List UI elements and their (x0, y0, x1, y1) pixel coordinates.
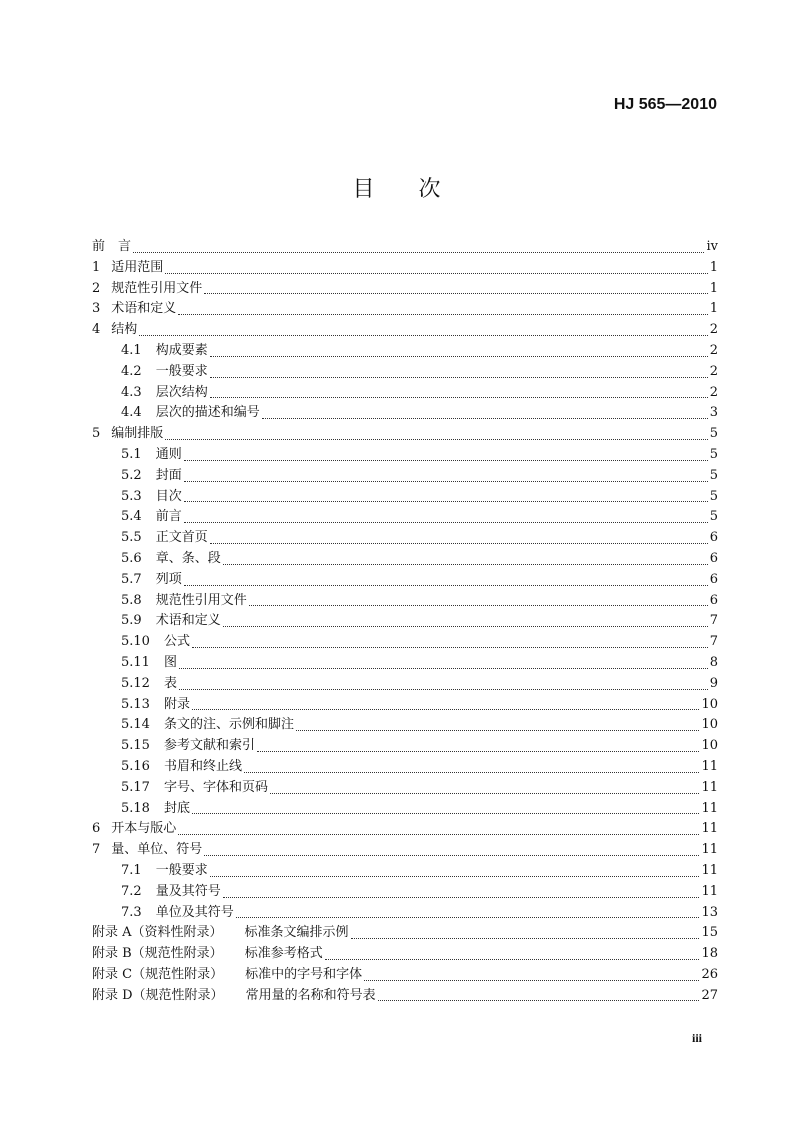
toc-entry-title: 标准中的字号和字体 (245, 966, 363, 982)
page-number: iii (691, 1031, 702, 1045)
dot-leader (178, 313, 707, 315)
dot-leader (139, 334, 707, 336)
toc-entry[interactable] (92, 424, 718, 445)
toc-entry-number: 1 (92, 259, 101, 275)
toc-entry-number: 5.2 (121, 467, 142, 483)
toc-entry-title: 标准条文编排示例 (244, 925, 349, 941)
toc-entry-title: 规范性引用文件 (155, 592, 247, 608)
toc-entry-page: 7 (709, 613, 718, 629)
toc-entry-page: 3 (709, 405, 718, 421)
toc-entry-page: 11 (701, 800, 718, 816)
dot-leader (184, 521, 708, 523)
toc-entry-page: 11 (701, 758, 718, 774)
toc-entry-number: 4.2 (121, 363, 142, 379)
toc-entry-page: 11 (701, 842, 718, 858)
toc-entry-title: 适用范围 (111, 259, 164, 275)
dot-leader (236, 916, 700, 918)
dot-leader (244, 771, 699, 773)
toc-entry-page: 15 (701, 925, 718, 941)
dot-leader (325, 958, 700, 960)
toc-entry-number: 4.1 (121, 342, 142, 358)
toc-entry-number: 2 (92, 280, 101, 296)
dot-leader (184, 584, 708, 586)
toc-entry-number: 6 (92, 821, 101, 837)
toc-entry-number: 5.5 (121, 530, 142, 546)
toc-entry[interactable] (92, 695, 718, 716)
dot-leader (192, 708, 699, 710)
toc-entry-number: 附录 C（规范性附录） (92, 966, 224, 982)
toc-entry-title: 正文首页 (155, 530, 208, 546)
toc-entry-title: 前言 (155, 509, 182, 525)
toc-entry-page: 5 (709, 426, 718, 442)
toc-entry-number: 7.3 (121, 904, 142, 920)
toc-entry[interactable] (92, 341, 718, 362)
toc-entry-title: 术语和定义 (111, 301, 177, 317)
toc-entry-title: 封面 (155, 467, 182, 483)
toc-entry[interactable] (92, 507, 718, 528)
toc-entry-page: 9 (709, 675, 718, 691)
toc-entry-number: 5.17 (121, 779, 150, 795)
toc-entry[interactable] (92, 237, 718, 258)
toc-entry[interactable] (92, 445, 718, 466)
toc-entry-page: 6 (709, 550, 718, 566)
toc-entry[interactable] (92, 965, 718, 986)
toc-entry-page: 18 (701, 946, 718, 962)
toc-entry-page: 1 (709, 280, 718, 296)
toc-entry[interactable] (92, 715, 718, 736)
toc-entry-page: 26 (701, 966, 718, 982)
toc-entry[interactable] (92, 279, 718, 300)
toc-entry[interactable] (92, 923, 718, 944)
toc-entry[interactable] (92, 403, 718, 424)
toc-entry-number: 4.3 (121, 384, 142, 400)
toc-entry-page: iv (706, 239, 718, 254)
toc-entry[interactable] (92, 383, 718, 404)
toc-entry-title: 层次的描述和编号 (155, 405, 260, 421)
dot-leader (296, 729, 699, 731)
toc-entry-number: 5.11 (121, 654, 150, 670)
dot-leader (210, 396, 708, 398)
dot-leader (351, 937, 700, 939)
toc-entry-number: 5.13 (121, 696, 150, 712)
toc-entry[interactable] (92, 591, 718, 612)
dot-leader (210, 355, 708, 357)
toc-entry-title: 单位及其符号 (155, 904, 234, 920)
dot-leader (133, 251, 704, 253)
toc-entry-page: 2 (709, 384, 718, 400)
toc-entry[interactable] (92, 778, 718, 799)
toc-entry[interactable] (92, 986, 718, 1007)
toc-entry-number: 附录 A（资料性附录） (92, 925, 223, 941)
toc-entry[interactable] (92, 299, 718, 320)
toc-entry-title: 构成要素 (155, 342, 208, 358)
toc-entry-title: 目次 (155, 488, 182, 504)
toc-entry-title: 量及其符号 (155, 883, 221, 899)
toc-entry-number: 5.4 (121, 509, 142, 525)
toc-entry-page: 5 (709, 446, 718, 462)
dot-leader (165, 272, 707, 274)
toc-entry-number: 附录 D（规范性附录） (92, 987, 224, 1003)
toc-entry[interactable] (92, 757, 718, 778)
toc-entry-number: 5.18 (121, 800, 150, 816)
dot-leader (184, 459, 708, 461)
dot-leader (179, 688, 708, 690)
dot-leader (210, 542, 708, 544)
toc-entry-number: 3 (92, 301, 101, 317)
dot-leader (270, 792, 699, 794)
toc-entry[interactable] (92, 528, 718, 549)
toc-entry-title: 字号、字体和页码 (163, 779, 268, 795)
toc-entry-title: 层次结构 (155, 384, 208, 400)
toc-entry-number: 5.8 (121, 592, 142, 608)
toc-entry[interactable] (92, 903, 718, 924)
toc-entry-title: 量、单位、符号 (111, 842, 203, 858)
toc-entry-title: 参考文献和索引 (163, 738, 255, 754)
toc-entry[interactable] (92, 570, 718, 591)
toc-entry-title: 术语和定义 (155, 613, 221, 629)
toc-entry-page: 11 (701, 862, 718, 878)
dot-leader (210, 376, 708, 378)
toc-entry-title: 列项 (155, 571, 182, 587)
toc-entry[interactable] (92, 632, 718, 653)
toc-entry[interactable] (92, 258, 718, 279)
dot-leader (223, 896, 700, 898)
toc-entry-page: 1 (709, 259, 718, 275)
toc-entry-number: 5.12 (121, 675, 150, 691)
toc-entry-number: 4 (92, 322, 101, 338)
toc-entry-page: 6 (709, 571, 718, 587)
dot-leader (249, 604, 708, 606)
toc-entry-page: 10 (701, 738, 718, 754)
toc-entry[interactable] (92, 882, 718, 903)
dot-leader (378, 999, 700, 1001)
dot-leader (223, 625, 708, 627)
toc-entry-page: 6 (709, 530, 718, 546)
toc-entry-page: 10 (701, 717, 718, 733)
toc-entry[interactable] (92, 799, 718, 820)
toc-entry-page: 2 (709, 322, 718, 338)
dot-leader (178, 833, 699, 835)
toc-entry-title: 标准参考格式 (244, 946, 323, 962)
toc-entry-page: 6 (709, 592, 718, 608)
toc-entry-page: 5 (709, 467, 718, 483)
toc-entry-title: 书眉和终止线 (163, 758, 242, 774)
toc-entry-page: 7 (709, 634, 718, 650)
toc-entry-title: 通则 (155, 446, 182, 462)
toc-entry-page: 11 (701, 883, 718, 899)
table-of-contents (92, 237, 718, 1006)
toc-entry-title: 图 (163, 654, 177, 670)
toc-entry-number: 5.6 (121, 550, 142, 566)
dot-leader (204, 292, 707, 294)
toc-entry-number: 前 言 (92, 239, 132, 254)
toc-entry-title: 附录 (163, 696, 190, 712)
toc-entry-page: 5 (709, 509, 718, 525)
page-title: 目 次 (352, 177, 441, 202)
toc-entry[interactable] (92, 466, 718, 487)
dot-leader (204, 854, 699, 856)
dot-leader (192, 646, 708, 648)
toc-entry-page: 8 (709, 654, 718, 670)
dot-leader (192, 812, 699, 814)
toc-entry-number: 7 (92, 842, 101, 858)
toc-entry-page: 13 (701, 904, 718, 920)
toc-entry-page: 11 (701, 779, 718, 795)
toc-entry-page: 1 (709, 301, 718, 317)
dot-leader (210, 875, 700, 877)
toc-entry[interactable] (92, 674, 718, 695)
toc-entry[interactable] (92, 611, 718, 632)
dot-leader (184, 480, 708, 482)
toc-entry-page: 27 (701, 987, 718, 1003)
toc-entry-number: 5.3 (121, 488, 142, 504)
toc-entry-number: 5.10 (121, 634, 150, 650)
toc-entry-title: 一般要求 (155, 862, 208, 878)
toc-entry-page: 10 (701, 696, 718, 712)
toc-entry-title: 章、条、段 (155, 550, 221, 566)
toc-entry-number: 5.1 (121, 446, 142, 462)
toc-entry[interactable] (92, 487, 718, 508)
toc-entry-title: 公式 (163, 634, 190, 650)
dot-leader (184, 500, 708, 502)
toc-entry-number: 5 (92, 426, 101, 442)
toc-entry-number: 附录 B（规范性附录） (92, 946, 223, 962)
toc-entry[interactable] (92, 944, 718, 965)
standard-number: HJ 565—2010 (613, 96, 717, 113)
toc-entry-number: 4.4 (121, 405, 142, 421)
toc-entry[interactable] (92, 320, 718, 341)
dot-leader (223, 563, 708, 565)
dot-leader (179, 667, 708, 669)
toc-entry[interactable] (92, 840, 718, 861)
toc-entry-title: 一般要求 (155, 363, 208, 379)
toc-entry-number: 5.9 (121, 613, 142, 629)
toc-entry[interactable] (92, 819, 718, 840)
toc-entry-number: 7.2 (121, 883, 142, 899)
toc-entry-title: 结构 (111, 322, 138, 338)
toc-entry-title: 条文的注、示例和脚注 (163, 717, 294, 733)
toc-entry-title: 封底 (163, 800, 190, 816)
toc-entry-page: 11 (701, 821, 718, 837)
toc-entry-title: 常用量的名称和符号表 (245, 987, 376, 1003)
dot-leader (257, 750, 699, 752)
toc-entry-page: 2 (709, 342, 718, 358)
toc-entry-number: 5.15 (121, 738, 150, 754)
toc-entry-title: 编制排版 (111, 426, 164, 442)
toc-entry-number: 5.14 (121, 717, 150, 733)
toc-entry-number: 7.1 (121, 862, 142, 878)
dot-leader (364, 979, 699, 981)
toc-entry[interactable] (92, 653, 718, 674)
toc-entry-number: 5.7 (121, 571, 142, 587)
toc-entry-number: 5.16 (121, 758, 150, 774)
toc-entry[interactable] (92, 861, 718, 882)
dot-leader (262, 417, 708, 419)
toc-entry-page: 5 (709, 488, 718, 504)
toc-entry-title: 表 (163, 675, 177, 691)
toc-entry-title: 规范性引用文件 (111, 280, 203, 296)
toc-entry[interactable] (92, 549, 718, 570)
toc-entry-page: 2 (709, 363, 718, 379)
toc-entry[interactable] (92, 362, 718, 383)
toc-entry-title: 开本与版心 (111, 821, 177, 837)
dot-leader (165, 438, 707, 440)
toc-entry[interactable] (92, 736, 718, 757)
